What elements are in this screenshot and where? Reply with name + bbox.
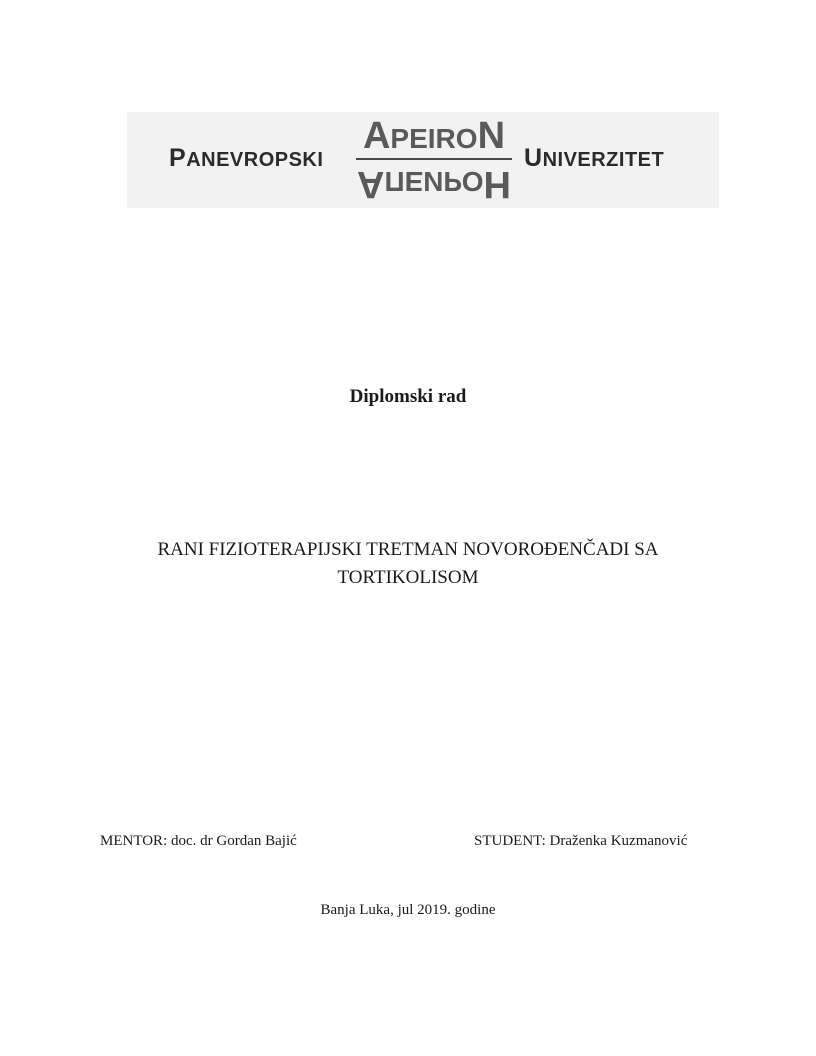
logo-left-text: PANEVROPSKI: [169, 144, 324, 172]
mentor-line: MENTOR: doc. dr Gordan Bajić: [100, 833, 297, 849]
university-logo: [127, 112, 719, 208]
apeiron-logo-mark: [356, 115, 512, 205]
logo-divider: [356, 158, 512, 160]
thesis-title-line-2: TORTIKOLISOM: [337, 567, 479, 588]
document-type: Diplomski rad: [349, 386, 467, 407]
place-and-date: Banja Luka, jul 2019. godine: [320, 902, 496, 918]
thesis-title: [0, 536, 816, 592]
logo-right-text: UNIVERZITET: [524, 144, 665, 172]
student-line: STUDENT: Draženka Kuzmanović: [474, 833, 688, 849]
logo-center-top: APEIRON: [362, 115, 506, 157]
logo-center-bottom: АПЕИРОН: [357, 163, 511, 205]
thesis-title-line-1: RANI FIZIOTERAPIJSKI TRETMAN NOVOROĐENČADI SA: [157, 539, 659, 560]
